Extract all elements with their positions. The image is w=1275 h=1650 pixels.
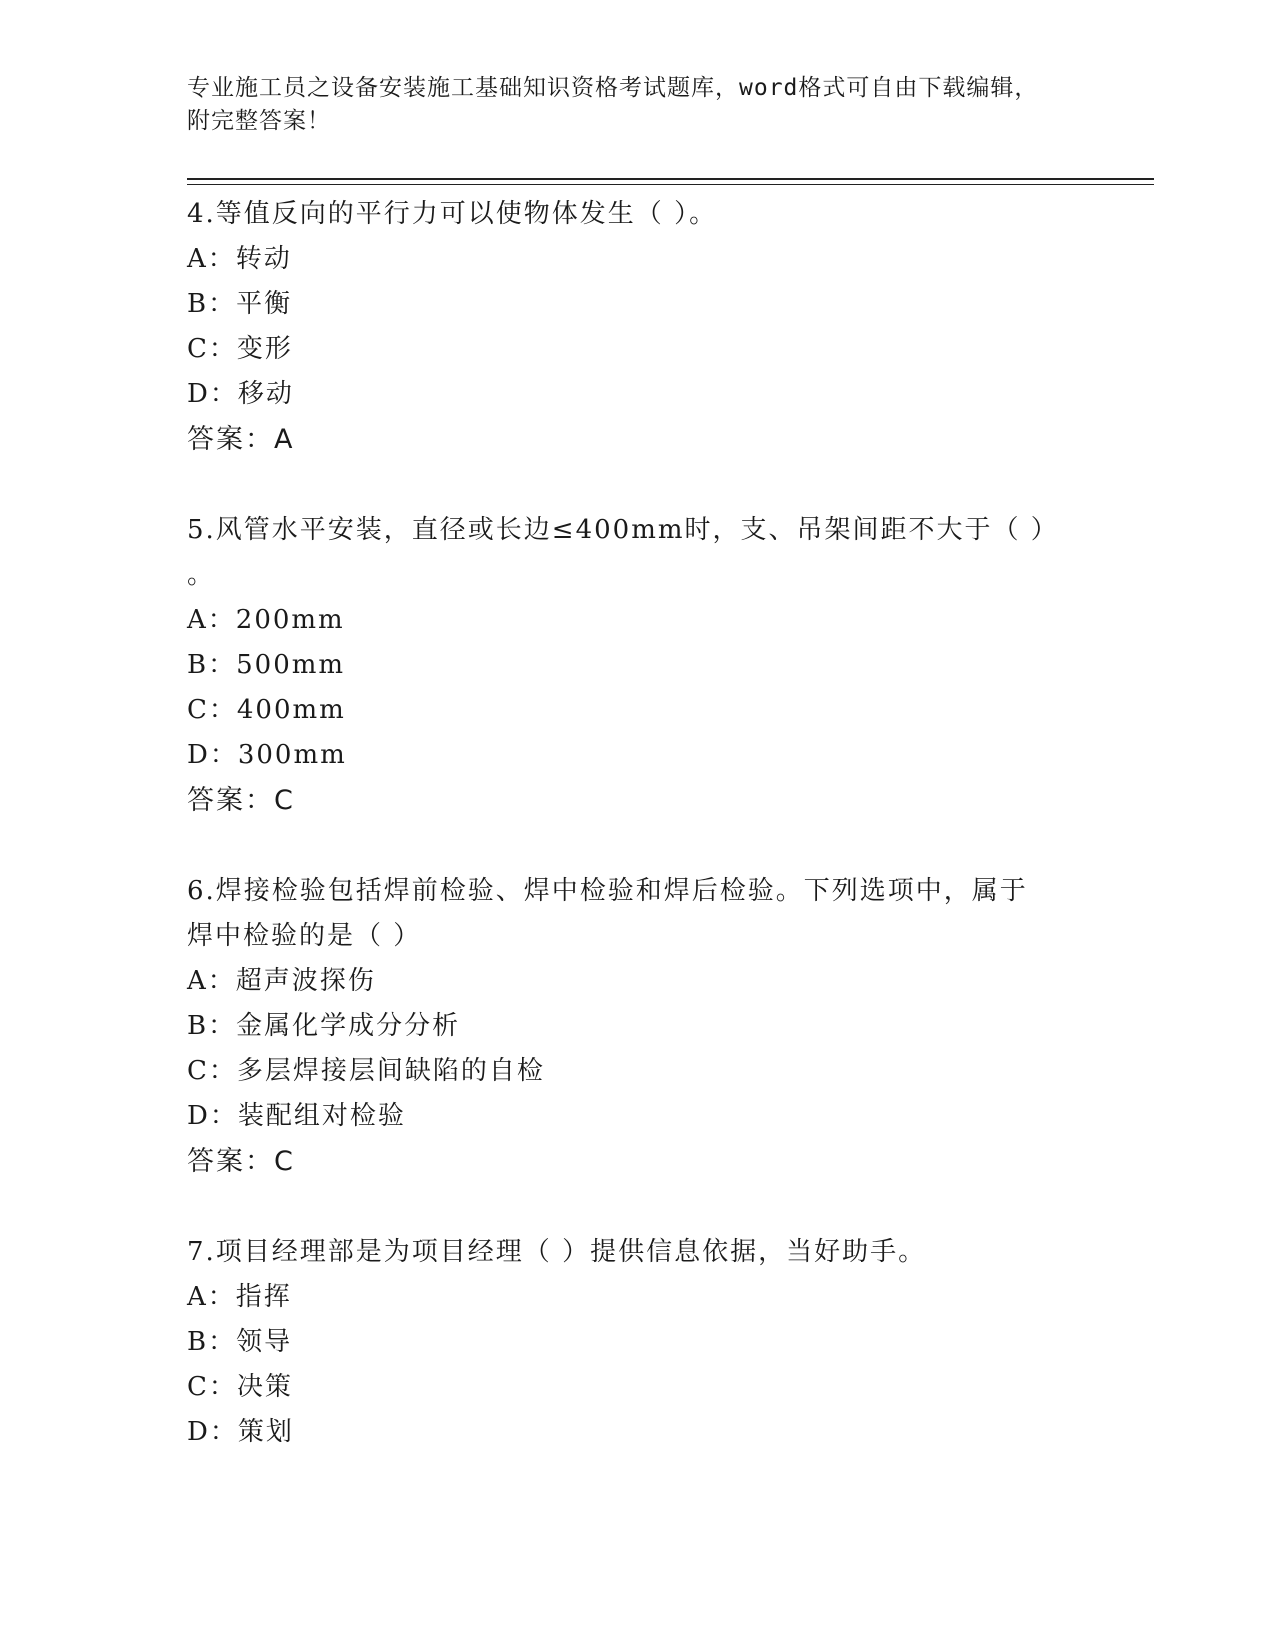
option-c: C：变形: [187, 334, 293, 364]
header-divider-thick: [187, 178, 1154, 180]
question-stem: 4.等值反向的平行力可以使物体发生（ ）。: [187, 199, 718, 229]
question-stem-continued: 焊中检验的是（ ）: [187, 921, 422, 951]
option-a: A：超声波探伤: [187, 966, 376, 996]
header-line-2: 附完整答案！: [187, 108, 331, 134]
option-c: C：决策: [187, 1372, 293, 1402]
option-d: D：装配组对检验: [187, 1101, 406, 1131]
option-b: B：平衡: [187, 289, 293, 319]
option-c: C：多层焊接层间缺陷的自检: [187, 1056, 545, 1086]
question-stem: 7.项目经理部是为项目经理（ ）提供信息依据，当好助手。: [187, 1237, 927, 1267]
answer-label: 答案：A: [187, 424, 295, 455]
option-d: D：300mm: [187, 740, 347, 770]
header-line-1: 专业施工员之设备安装施工基础知识资格考试题库，word格式可自由下载编辑，: [187, 75, 1039, 101]
option-a: A：转动: [187, 244, 292, 274]
header-divider-thin: [187, 184, 1154, 185]
option-b: B：金属化学成分分析: [187, 1011, 461, 1041]
question-list: [187, 192, 1087, 1501]
question-stem-continued: 。: [187, 560, 216, 590]
answer-label: 答案：C: [187, 1146, 295, 1177]
option-d: D：策划: [187, 1417, 294, 1447]
question-5: [187, 508, 1087, 823]
question-stem: 5.风管水平安装，直径或长边≤400mm时，支、吊架间距不大于（ ）: [187, 515, 1059, 545]
option-b: B：500mm: [187, 650, 346, 680]
option-a: A：指挥: [187, 1282, 292, 1312]
option-b: B：领导: [187, 1327, 293, 1357]
document-header: [187, 72, 1087, 138]
question-7: [187, 1230, 1087, 1455]
option-c: C：400mm: [187, 695, 346, 725]
question-4: [187, 192, 1087, 462]
answer-label: 答案：C: [187, 785, 295, 816]
question-stem: 6.焊接检验包括焊前检验、焊中检验和焊后检验。下列选项中，属于: [187, 876, 1028, 906]
option-d: D：移动: [187, 379, 294, 409]
question-6: [187, 869, 1087, 1184]
option-a: A：200mm: [187, 605, 345, 635]
